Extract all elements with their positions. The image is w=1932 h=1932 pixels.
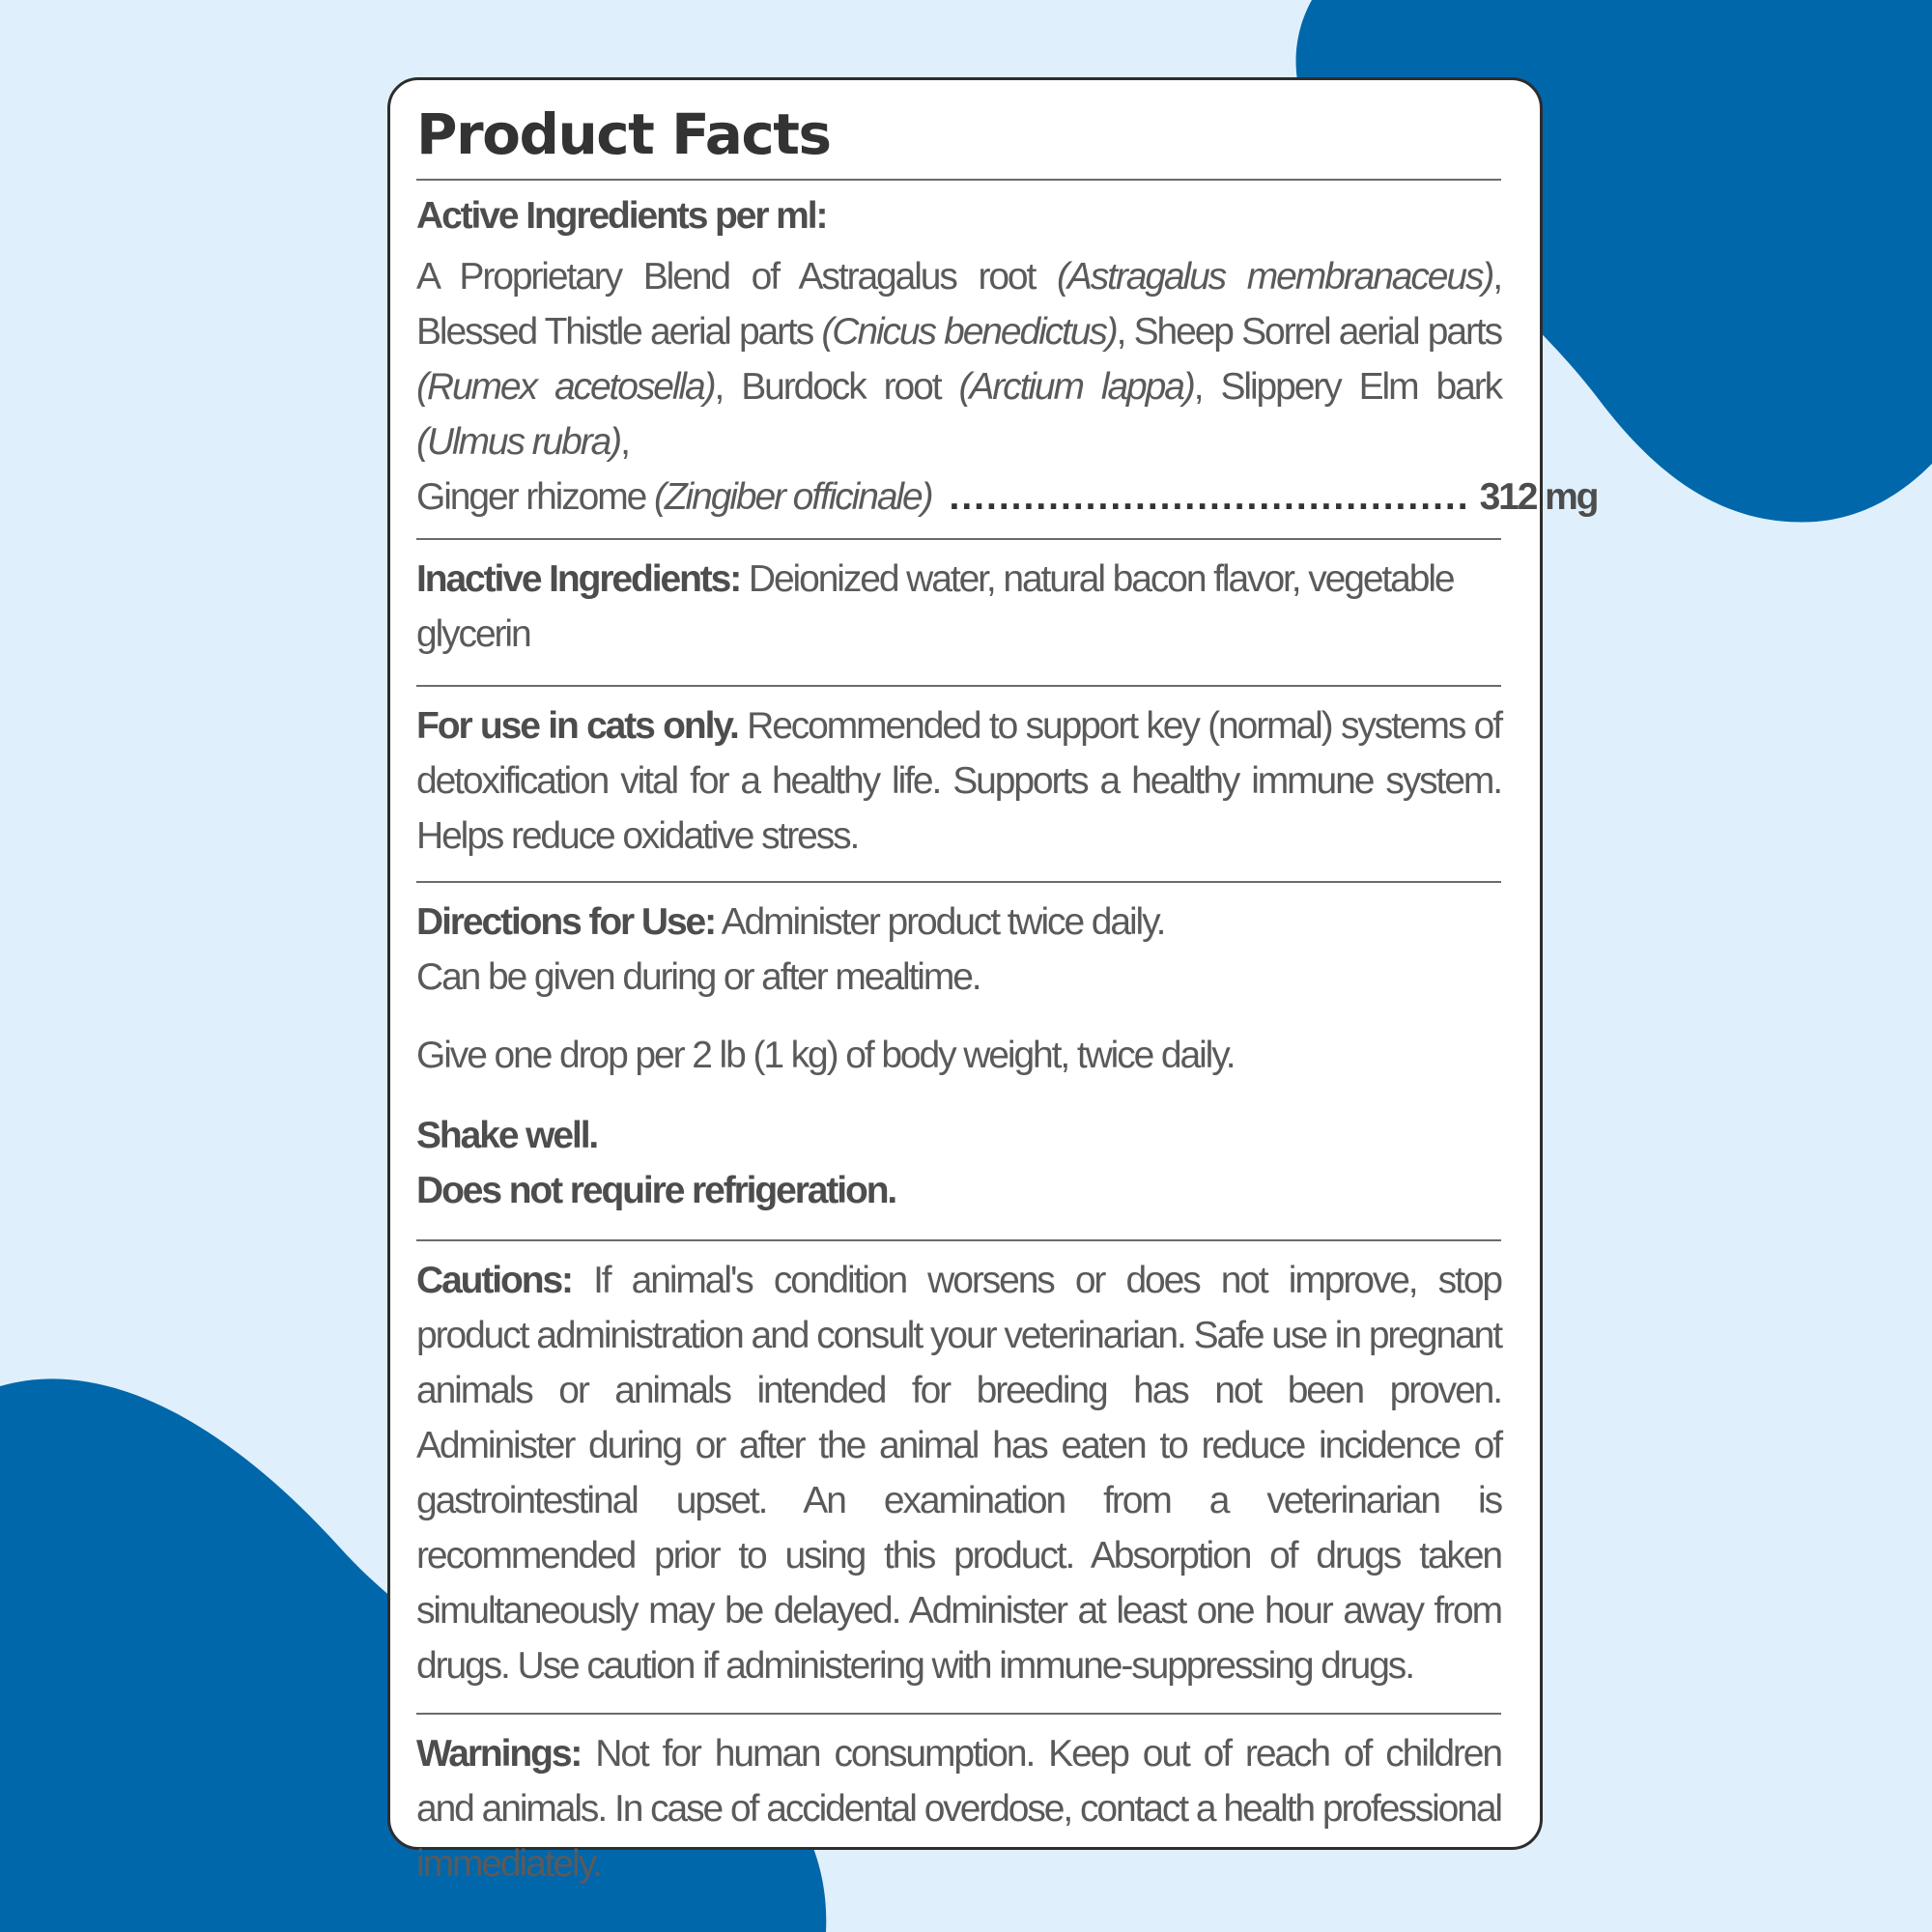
inactive-ingredients-text: Deionized water, natural bacon flavor, vegetable glycerin — [416, 558, 1454, 655]
directions-label: Directions for Use: — [416, 901, 716, 943]
active-ingredients-section — [416, 181, 1598, 538]
cautions-label: Cautions: — [416, 1260, 572, 1301]
inactive-ingredients-label: Inactive Ingredients: — [416, 558, 741, 600]
cautions-section — [416, 1241, 1501, 1713]
warnings-section — [416, 1715, 1501, 1891]
use-text: Recommended to support key (normal) systems of detoxification vital for a healthy life. Supports a healthy immune system. Helps reduce oxidative stress. — [416, 705, 1501, 857]
product-facts-panel — [387, 77, 1598, 1885]
shake-well-note: Shake well. — [416, 1115, 598, 1156]
warnings-text: Not for human consumption. Keep out of reach of children and animals. In case of accidental overdose, contact a health professional immediately. — [416, 1733, 1501, 1885]
blend-amount: 312 mg — [1479, 476, 1598, 518]
directions-mealtime: Can be given during or after mealtime. — [416, 956, 980, 998]
directions-section — [416, 883, 1501, 1239]
panel-title: Product Facts — [416, 101, 831, 167]
use-label: For use in cats only. — [416, 705, 738, 747]
dot-leader: .......................................... — [949, 476, 1470, 518]
warnings-label: Warnings: — [416, 1733, 582, 1775]
use-section — [416, 687, 1501, 881]
active-ingredients-list: A Proprietary Blend of Astragalus root (Astragalus membranaceus), Blessed Thistle aerial parts (Cnicus benedictus), Sheep Sorrel aerial parts (Rumex acetosella), Burdock root (Arctium lappa), Slippery Elm bark (Ulmus rubra), — [416, 256, 1501, 463]
directions-dosage: Give one drop per 2 lb (1 kg) of body weight, twice daily. — [416, 1035, 1235, 1076]
cautions-text: If animal's condition worsens or does not improve, stop product administration and consult your veterinarian. Safe use in pregnant animals or animals intended for breeding has not been proven. Administer during or after the animal has eaten to reduce incidence of gastrointestinal upset. An examination from a veterinarian is recommended prior to using this product. Absorption of drugs taken simultaneously may be delayed. Administer at least one hour away from drugs. Use caution if administering with immune-suppressing drugs. — [416, 1260, 1501, 1687]
refrigeration-note: Does not require refrigeration. — [416, 1170, 896, 1211]
blend-amount-line: Ginger rhizome (Zingiber officinale) .......................................... 312 mg — [416, 469, 1501, 525]
directions-text: Administer product twice daily. — [715, 901, 1165, 943]
inactive-ingredients-section — [416, 540, 1501, 685]
active-ingredients-heading: Active Ingredients per ml: — [416, 195, 827, 237]
